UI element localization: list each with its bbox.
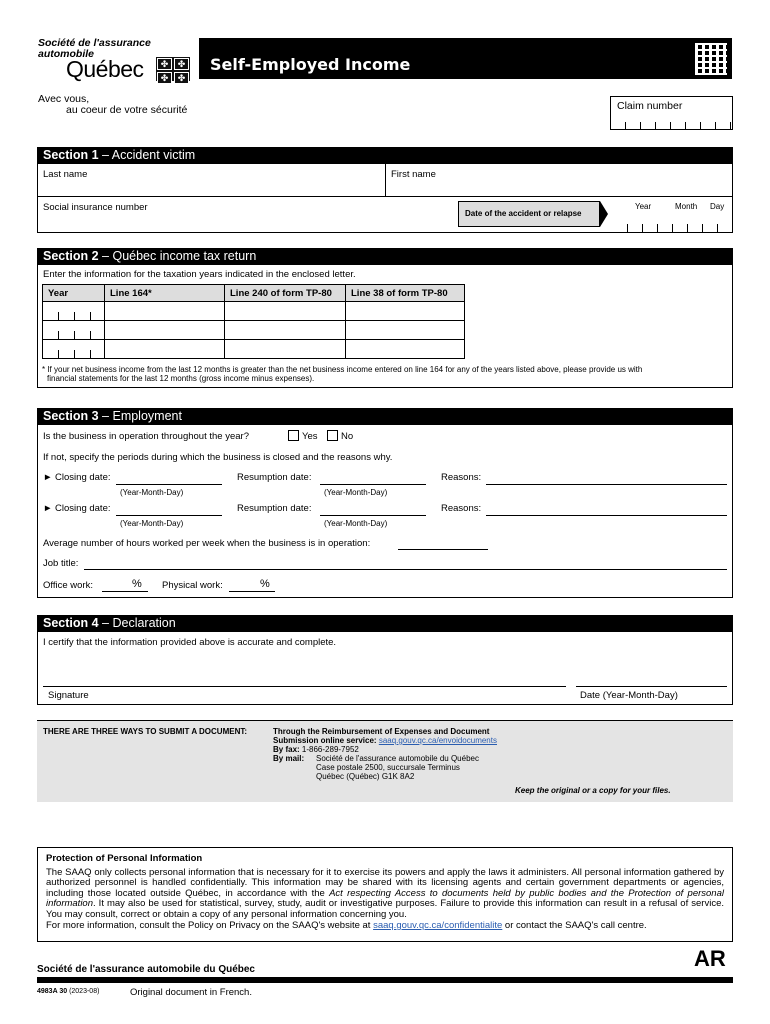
sin-label: Social insurance number	[43, 202, 148, 213]
section1-header: Section 1 – Accident victim	[37, 147, 733, 163]
tax-table: Year Line 164* Line 240 of form TP-80 Line 38 of form TP-80	[42, 284, 465, 359]
section2-header: Section 2 – Québec income tax return	[37, 248, 733, 264]
footer-org: Société de l'assurance automobile du Québec	[37, 964, 255, 975]
footnote: * If your net business income from the last 12 months is greater than the net business income entered on line 164 for any of the years listed above, please provide us with financial statements for the last 12 months (gross income minus expenses).	[42, 365, 643, 383]
table-row	[43, 340, 465, 359]
claim-number-label: Claim number	[617, 100, 683, 112]
closing-date-1[interactable]	[116, 484, 222, 485]
quebec-flag-icon: ✤ ✤ ✤ ✤	[156, 57, 190, 81]
privacy-policy-link[interactable]: saaq.gouv.qc.ca/confidentialite	[373, 920, 503, 931]
section3-header: Section 3 – Employment	[37, 408, 733, 424]
resumption-date-1[interactable]	[320, 484, 426, 485]
footer-bar	[37, 977, 733, 983]
table-row	[43, 321, 465, 340]
online-service-link[interactable]: saaq.gouv.qc.ca/envoidocuments	[378, 736, 497, 745]
section2-intro: Enter the information for the taxation years indicated in the enclosed letter.	[43, 269, 356, 280]
hours-field[interactable]	[398, 549, 488, 550]
submit-methods: THERE ARE THREE WAYS TO SUBMIT A DOCUMENT: Through the Reimbursement of Expenses and Document Submission online service: saaq.gouv.qc.ca/envoidocuments By fax: 1-866-289-7952 By mail: Société de l'assurance automobile du Québec Case postale 2500, succursale Terminus Québec (Québec) G1K 8A2 Keep the original or a copy for your files.	[37, 720, 733, 802]
qr-code-icon	[692, 40, 730, 78]
signature-date-field[interactable]	[576, 686, 727, 687]
arrow-right-icon	[600, 201, 608, 227]
first-name-label: First name	[391, 169, 436, 180]
table-row	[43, 302, 465, 321]
form-title: Self-Employed Income	[210, 55, 411, 74]
section3-box	[37, 424, 733, 598]
form-number: 4983A 30 (2023-08)	[37, 988, 100, 995]
accident-date-field[interactable]	[613, 224, 732, 232]
original-note: Original document in French.	[130, 987, 252, 998]
job-title-field[interactable]	[84, 569, 727, 570]
last-name-label: Last name	[43, 169, 88, 180]
form-code: AR	[694, 946, 726, 971]
resumption-date-2[interactable]	[320, 515, 426, 516]
reasons-2[interactable]	[486, 515, 727, 516]
tagline: Avec vous, au coeur de votre sécurité	[38, 93, 188, 116]
privacy-notice: Protection of Personal Information The SAAQ only collects personal information that is necessary for it to exercise its powers and apply the laws it administers. All personal information gathered by authorized personnel is handled confidentially. This information may be shared with its licensing agents and certain government departments or agencies, including those located outside Québec, in accordance with the Act respecting Access to documents held by public bodies and the Protection of personal information. It may also be used for statistical, survey, study, audit or investigative purposes. Failure to provide this information can result in a refusal of service. You may consult, correct or obtain a copy of any personal information concerning you. For more information, consult the Policy on Privacy on the SAAQ's website at saaq.gouv.qc.ca/confidentialite or contact the SAAQ's call centre.	[37, 847, 733, 942]
signature-field[interactable]	[43, 686, 566, 687]
physical-work-field[interactable]	[229, 591, 275, 592]
yes-checkbox[interactable]: Yes	[288, 430, 318, 442]
claim-number-field[interactable]	[610, 96, 733, 130]
section4-header: Section 4 – Declaration	[37, 615, 733, 631]
quebec-wordmark: Québec	[66, 56, 144, 82]
reasons-1[interactable]	[486, 484, 727, 485]
closing-date-2[interactable]	[116, 515, 222, 516]
no-checkbox[interactable]: No	[327, 430, 353, 442]
org-name: Société de l'assurance automobile	[38, 37, 151, 60]
section1-box: Last name First name Social insurance number Date of the accident or relapse Year Month Day	[37, 163, 733, 233]
accident-date-label: Date of the accident or relapse	[458, 201, 600, 227]
office-work-field[interactable]	[102, 591, 148, 592]
